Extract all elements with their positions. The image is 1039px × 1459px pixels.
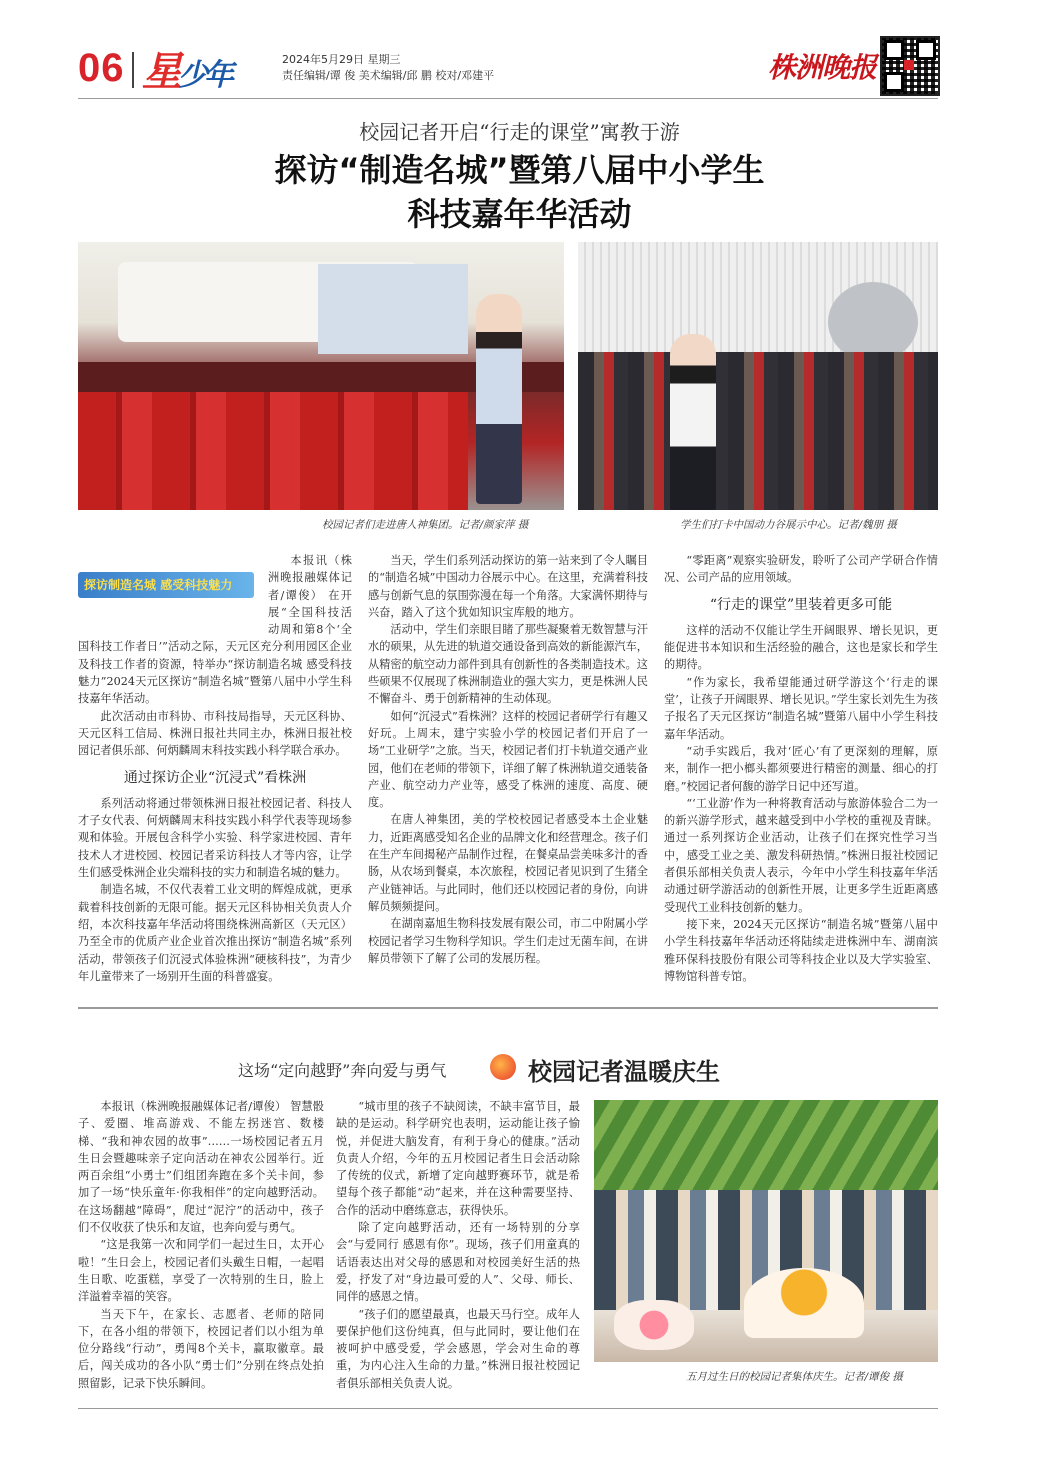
article2-column-1 [78, 1098, 324, 1392]
article2-paragraph: “这是我第一次和同学们一起过生日，太开心啦！”生日会上，校园记者们头戴生日帽，一起唱生日歌、吃蛋糕，享受了一次特别的生日，脸上洋溢着幸福的笑容。 [78, 1238, 324, 1304]
section-divider [78, 1007, 938, 1009]
article1-paragraph: 制造名城，不仅代表着工业文明的辉煌成就，更承载着科技创新的无限可能。据天元区科协相关负责人介绍，本次科技嘉年华活动将围绕株洲高新区（天元区）乃至全市的优质产业企业首次推出探访“制造名城”系列活动，带领孩子们沉浸式体验株洲“硬核科技”，为青少年儿童带来了一场别开生面的科普盛宴。 [78, 883, 352, 983]
article1-paragraph: 这样的活动不仅能让学生开阔眼界、增长见识，更能促进书本知识和生活经验的融合，这也是家长和学生的期待。 [664, 623, 938, 672]
article2-paragraph: “城市里的孩子不缺阅读，不缺丰富节目，最缺的是运动。科学研究也表明，运动能让孩子愉悦，并促进大脑发育，有利于身心的健康。”活动负责人介绍，今年的五月校园记者生日会活动除了传统的仪式，新增了定向越野赛环节，就是希望每个孩子都能“动”起来，并在这种需要坚持、合作的活动中磨练意志，获得快乐。 [336, 1100, 580, 1217]
masthead-rule [78, 98, 938, 99]
photo-trees [594, 1100, 938, 1190]
article1-paragraph: 活动中，学生们亲眼目睹了那些凝聚着无数智慧与汗水的硕果，从先进的轨道交通设备到高效的新能源汽车，从精密的航空动力部件到具有创新性的各类制造技术。这些硕果不仅展现了株洲制造业的强大实力，更是株洲人民不懈奋斗、勇于创新精神的生动体现。 [368, 623, 648, 706]
photo-crowd [578, 352, 938, 510]
article1-column-3 [664, 552, 938, 985]
heart-badge-icon [490, 1054, 516, 1080]
footer-rule [78, 1408, 938, 1409]
photo2-caption: 学生们打卡中国动力谷展示中心。记者/魏朋 摄 [680, 519, 897, 531]
photo-speaker-figure [670, 334, 716, 510]
article1-paragraph: 系列活动将通过带领株洲日报社校园记者、科技人才子女代表、何炳麟周末科技实践小科学代表等现场参观和体验。开展包含科学小实验、科学家进校园、青年技术人才进校园、校园记者采访科技人才等内容，让学生们感受株洲企业尖端科技的实力和制造名城的魅力。 [78, 796, 352, 880]
masthead-divider [132, 52, 134, 88]
photo-students-visit-tangrenshen [78, 242, 564, 510]
article1-paragraph: 此次活动由市科协、市科技局指导，天元区科协、天元区科工信局、株洲日报社共同主办，株洲日报社校园记者俱乐部、何炳麟周末科技实践小科学联合承办。 [78, 709, 352, 758]
article2-headline: 校园记者温暖庆生 [528, 1058, 720, 1086]
article1-badge-label [78, 572, 254, 598]
article1-paragraph: 接下来，2024天元区探访“制造名城”暨第八届中小学生科技嘉年华活动还将陆续走进株洲中车、湖南滨雅环保科技股份有限公司等科技企业以及大学实验室、博物馆科普专馆。 [664, 917, 938, 983]
page-number: 06 [78, 46, 125, 90]
article2-kicker: 这场“定向越野”奔向爱与勇气 [238, 1061, 447, 1080]
article1-paragraph: 本报讯（株洲晚报融媒体记者/谭俊） 在开展“全国科技活动周和第8个‘全国科技工作者日’”活动之际，天元区充分利用园区企业及科技工作者的资源，特举办“探访制造名城 感受科技魅力”2024天元区探访“制造名城”暨第八届中小学生科技嘉年华活动。 [78, 554, 352, 706]
article1-paragraph: “零距离”观察实验研发，聆听了公司产学研合作情况、公司产品的应用领域。 [664, 554, 938, 585]
article1-paragraph: “‘工业游’作为一种将教育活动与旅游体验合二为一的新兴游学形式，越来越受到中小学校的重视及青睐。通过一系列探访企业活动，让孩子们在探究性学习当中，感受工业之美、激发科研热情。”株洲日报社校园记者俱乐部相关负责人表示，今年中小学生科技嘉年华活动通过研学游活动的创新性开展，让更多学生近距离感受现代工业科技创新的魅力。 [664, 796, 938, 914]
column-logo-youth: 少年 [178, 58, 230, 93]
photo3-caption: 五月过生日的校园记者集体庆生。记者/谭俊 摄 [686, 1371, 903, 1383]
article2-paragraph: “孩子们的愿望最真，也最天马行空。成年人要保护他们这份纯真，但与此同时，要让他们在被呵护中感受爱，学会感恩，学会对生命的尊重，为内心注入生命的力量。”株洲日报社校园记者俱乐部相关负责人说。 [336, 1307, 580, 1390]
article2-paragraph: 本报讯（株洲晚报融媒体记者/谭俊） 智慧骰子、爱圈、堆高游戏、不能左拐迷宫、数楼梯、“我和神农园的故事”……一场校园记者五月生日会暨趣味亲子定向活动在神农公园举行。近两百余组“小勇士”们组团奔跑在多个关卡间，参加了一场“快乐童年·你我相伴”的定向越野活动。在这场翻越“障碍”，爬过“泥泞”的活动中，孩子们不仅收获了快乐和友谊，也奔向爱与勇气。 [78, 1100, 324, 1235]
article1-subhead: “行走的课堂”里装着更多可能 [709, 596, 893, 613]
issue-editors: 责任编辑/谭 俊 美术编辑/邱 鹏 校对/邓建平 [282, 69, 495, 82]
photo-birthday-celebration [594, 1100, 938, 1362]
badge-text-a: 探访制造名城 [84, 578, 157, 592]
photo-exhibit-panel [318, 264, 468, 354]
article1-paragraph: “动手实践后，我对‘匠心’有了更深刻的理解，原来，制作一把小榔头都须要进行精密的测量、细心的打磨。”校园记者何馥的游学日记中还写道。 [664, 744, 938, 793]
article1-paragraph: 当天，学生们系列活动探访的第一站来到了令人瞩目的“制造名城”中国动力谷展示中心。在这里，充满着科技感与创新气息的氛围弥漫在每一个角落。大家满怀期待与兴奋，踏入了这个犹如知识宝库般的地方。 [368, 554, 648, 619]
article1-paragraph: 在湖南嘉旭生物科技发展有限公司，市二中附属小学校园记者学习生物科学知识。学生们走过无菌车间，在讲解员带领下了解了公司的发展历程。 [368, 917, 648, 965]
article1-headline-line2: 科技嘉年华活动 [407, 195, 632, 233]
photo-students-group [78, 392, 468, 510]
photo-gear-decoration [828, 282, 918, 362]
issue-meta [282, 52, 494, 84]
photo-birthday-cake [744, 1268, 864, 1338]
article1-column-1 [78, 552, 352, 985]
qr-logo-icon [904, 60, 914, 70]
article1-kicker: 校园记者开启“行走的课堂”寓教于游 [359, 120, 680, 144]
column-logo-star: 星 [142, 49, 178, 95]
photo-guide-figure [476, 294, 522, 504]
qr-finder-icon [884, 72, 904, 92]
article1-paragraph: 在唐人神集团，美的学校校园记者感受本土企业魅力，近距离感受知名企业的品牌文化和经营理念。孩子们在生产车间揭秘产品制作过程，在餐桌品尝美味多汁的香肠，从农场到餐桌，本次旅程，校园记者见识到了生猪全产业链神话。与此同时，他们还以校园记者的身份，向讲解员频频提问。 [368, 813, 648, 913]
article1-subhead: 通过探访企业“沉浸式”看株洲 [123, 769, 307, 786]
column-logo [142, 40, 230, 97]
article1-headline [0, 148, 1039, 236]
article2-column-2 [336, 1098, 580, 1392]
article1-badge [78, 552, 262, 626]
photo-students-power-valley [578, 242, 938, 510]
issue-date: 2024年5月29日 星期三 [282, 53, 401, 66]
qr-finder-icon [884, 40, 904, 60]
photo-second-cake [614, 1300, 694, 1350]
article2-paragraph: 当天下午，在家长、志愿者、老师的陪同下，在各小组的带领下，校园记者们以小组为单位分路线“行动”，勇闯8个关卡，赢取徽章。最后，闯关成功的各小队“勇士们”分别在终点处拍照留影，记录下快乐瞬间。 [78, 1307, 324, 1390]
article1-column-2 [368, 552, 648, 967]
article1-paragraph: “作为家长，我希望能通过研学游这个‘行走的课堂’，让孩子开阔眼界、增长见识。”学生家长刘先生为孩子报名了天元区探访“制造名城”暨第八届中小学生科技嘉年华活动。 [664, 675, 938, 741]
badge-text-b: 感受科技魅力 [160, 578, 233, 592]
newspaper-logo: 株洲晚报 [768, 51, 877, 84]
article2-paragraph: 除了定向越野活动，还有一场特别的分享会“与爱同行 感恩有你”。现场，孩子们用童真的话语表达出对父母的感恩和对校园美好生活的热爱，抒发了对“身边最可爱的人”、父母、师长、同伴的感恩之情。 [336, 1221, 580, 1304]
qr-code-icon[interactable] [880, 36, 940, 96]
article1-paragraph: 如何“沉浸式”看株洲？这样的校园记者研学行有趣又好玩。上周末，建宁实验小学的校园记者们开启了一场“工业研学”之旅。当天，校园记者们打卡轨道交通产业园，他们在老师的带领下，详细了解了株洲轨道交通装备产业、航空动力产业等，感受了株洲的速度、高度、硬度。 [368, 709, 648, 810]
article1-headline-line1: 探访“制造名城”暨第八届中小学生 [274, 151, 765, 189]
qr-finder-icon [916, 40, 936, 60]
photo1-caption: 校园记者们走进唐人神集团。记者/颜家萍 摄 [322, 519, 529, 531]
